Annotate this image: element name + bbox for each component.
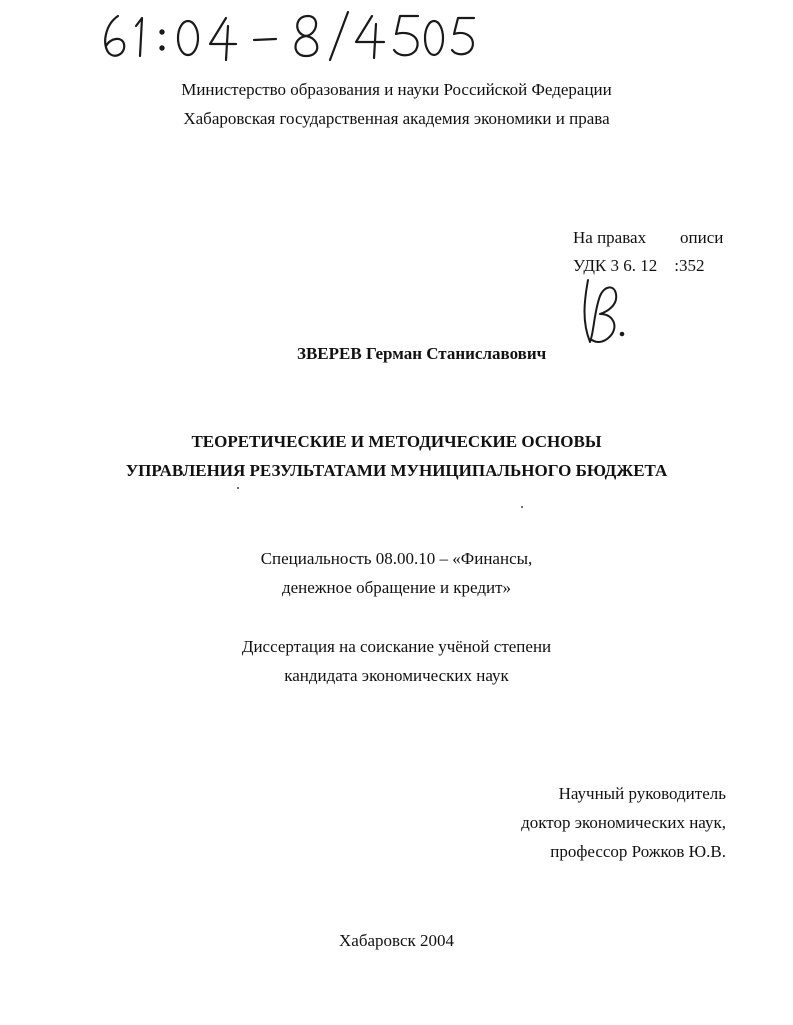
academy-name: Хабаровская государственная академия экономики и права [183, 109, 610, 128]
specialty-line-2: денежное обращение и кредит» [281, 578, 512, 597]
specialty-line-1: Специальность 08.00.10 – «Финансы, [260, 549, 533, 568]
dissertation-title-line-1: ТЕОРЕТИЧЕСКИЕ И МЕТОДИЧЕСКИЕ ОСНОВЫ [191, 432, 602, 451]
handwritten-archive-number [96, 4, 476, 64]
supervisor-name: профессор Рожков Ю.В. [550, 842, 726, 861]
city-year: Хабаровск 2004 [339, 931, 454, 950]
supervisor-role: Научный руководитель [558, 784, 726, 803]
ministry-name: Министерство образования и науки Российской Федерации [181, 80, 612, 99]
handwritten-signature [576, 272, 636, 352]
supervisor-degree: доктор экономических наук, [521, 813, 726, 832]
dissertation-title-line-2: УПРАВЛЕНИЯ РЕЗУЛЬТАТАМИ МУНИЦИПАЛЬНОГО БЮДЖЕТА [125, 461, 668, 480]
scan-speck [521, 506, 523, 508]
rights-label: На правах [573, 228, 647, 247]
degree-line-2: кандидата экономических наук [284, 666, 509, 685]
scan-speck [237, 487, 239, 489]
udk-code: УДК 3 6. 12 :352 [573, 256, 705, 275]
inventory-label: описи [680, 228, 724, 247]
author-name: ЗВЕРЕВ Герман Станиславович [297, 344, 547, 363]
degree-line-1: Диссертация на соискание учёной степени [241, 637, 552, 656]
